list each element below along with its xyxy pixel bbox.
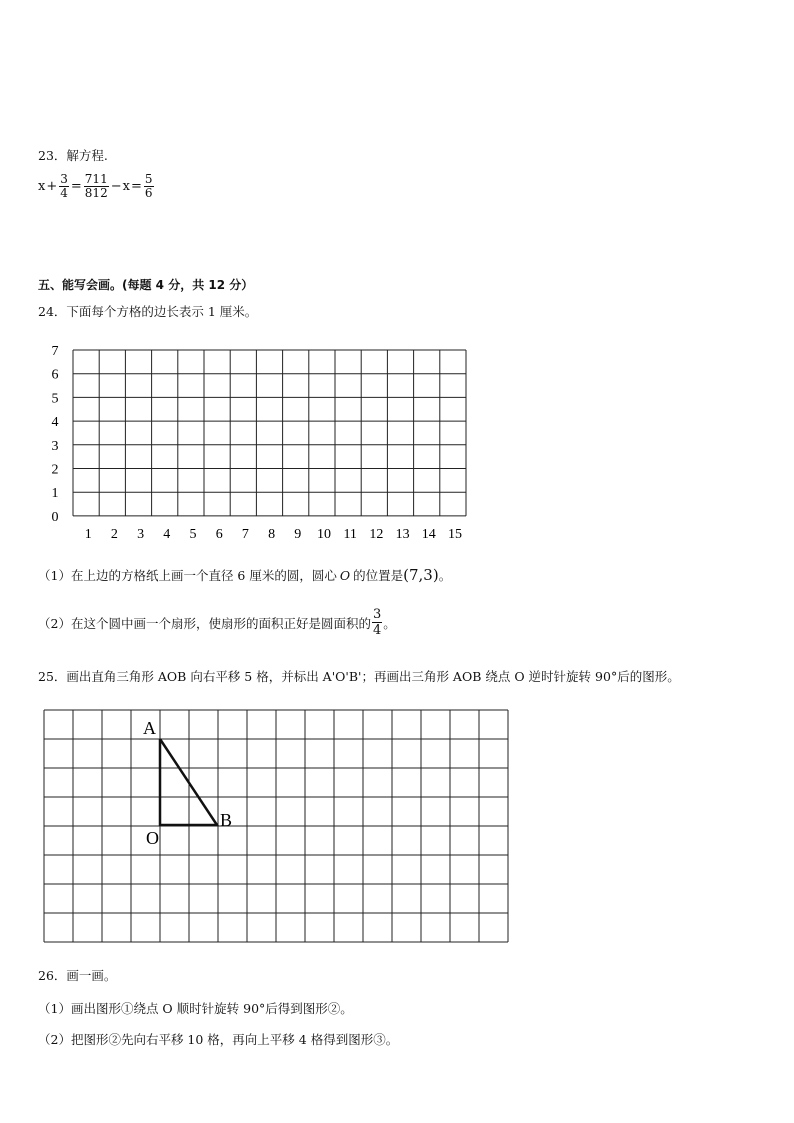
q24-p1-text2: 的位置是 [353, 568, 404, 583]
q24-title: 24．下面每个方格的边长表示 1 厘米。 [38, 304, 258, 319]
label-a: A [143, 718, 156, 738]
q24-part1 [38, 566, 451, 584]
y-tick-label: 7 [51, 344, 59, 359]
eq-fraction-2 [84, 173, 109, 200]
frac1-den: 4 [60, 186, 68, 200]
frac3-num: 5 [144, 172, 153, 186]
q24-p1-var: O [339, 567, 351, 583]
eq-x2: x [122, 179, 130, 194]
x-tick-label: 15 [448, 526, 462, 542]
label-b: B [220, 810, 233, 830]
x-tick-label: 3 [137, 526, 145, 542]
x-tick-label: 10 [317, 526, 331, 542]
q26-part1: （1）画出图形①绕点 O 顺时针旋转 90°后得到图形②。 [38, 1001, 353, 1016]
q23-equation [38, 173, 155, 200]
frac3-den: 6 [144, 186, 153, 200]
x-tick-label: 4 [163, 526, 171, 542]
x-tick-label: 5 [189, 526, 197, 542]
q24-p2-end: 。 [383, 615, 396, 631]
section5-heading: 五、能写会画。(每题 4 分，共 12 分） [38, 278, 254, 292]
frac2-num: 711 [84, 172, 108, 186]
y-tick-label: 1 [51, 486, 59, 502]
x-tick-label: 14 [421, 526, 436, 542]
frac1-num: 3 [60, 172, 68, 186]
q24-grid-lines [73, 350, 466, 516]
eq-minus: − [110, 179, 122, 194]
eq-fraction-1 [59, 173, 69, 200]
q26-part2: （2）把图形②先向右平移 10 格，再向上平移 4 格得到图形③。 [38, 1032, 399, 1047]
x-tick-label: 13 [395, 526, 410, 542]
q24-p2-fraction [372, 607, 382, 638]
y-tick-label: 4 [51, 415, 59, 431]
q24-p2-num: 3 [372, 607, 382, 622]
eq-fraction-3 [144, 173, 154, 200]
x-tick-label: 9 [294, 526, 302, 542]
x-tick-label: 12 [369, 526, 384, 542]
x-tick-label: 6 [215, 526, 223, 542]
q24-coordinate-grid[interactable] [40, 336, 490, 546]
eq-equals-1: = [70, 179, 82, 194]
x-tick-label: 2 [110, 526, 118, 542]
q25-grid-lines [44, 710, 508, 942]
y-tick-label: 0 [51, 509, 59, 525]
q24-x-axis-labels [85, 527, 462, 542]
q23-title: 23．解方程. [38, 148, 108, 163]
q24-part2 [38, 607, 396, 638]
q25-grid-with-triangle[interactable] [40, 706, 512, 944]
eq-x1: x [38, 179, 46, 194]
q26-title: 26．画一画。 [38, 968, 117, 983]
q25-title: 25．画出直角三角形 AOB 向右平移 5 格，并标出 A'O'B'；再画出三角形 AOB 绕点 O 逆时针旋转 90°后的图形。 [38, 669, 680, 684]
label-o: O [146, 828, 159, 848]
q24-p1-end: 。 [438, 568, 452, 583]
frac2-den: 812 [84, 186, 108, 200]
q24-p1-text: （1）在上边的方格纸上画一个直径 6 厘米的圆，圆心 [38, 568, 337, 583]
y-tick-label: 2 [51, 462, 59, 478]
q24-p2-den: 4 [372, 623, 382, 638]
x-tick-label: 7 [241, 526, 249, 542]
x-tick-label: 8 [268, 526, 276, 542]
q24-p2-text: （2）在这个圆中画一个扇形，使扇形的面积正好是圆面积的 [38, 615, 371, 631]
y-tick-label: 3 [51, 438, 59, 454]
x-tick-label: 1 [84, 526, 92, 542]
eq-plus: + [46, 179, 58, 194]
x-tick-label: 11 [343, 526, 357, 542]
eq-equals-2: = [130, 179, 142, 194]
y-tick-label: 6 [51, 367, 59, 383]
q24-y-axis-labels [52, 344, 59, 525]
q24-p1-coord: (7,3) [403, 566, 439, 584]
y-tick-label: 5 [51, 391, 59, 407]
